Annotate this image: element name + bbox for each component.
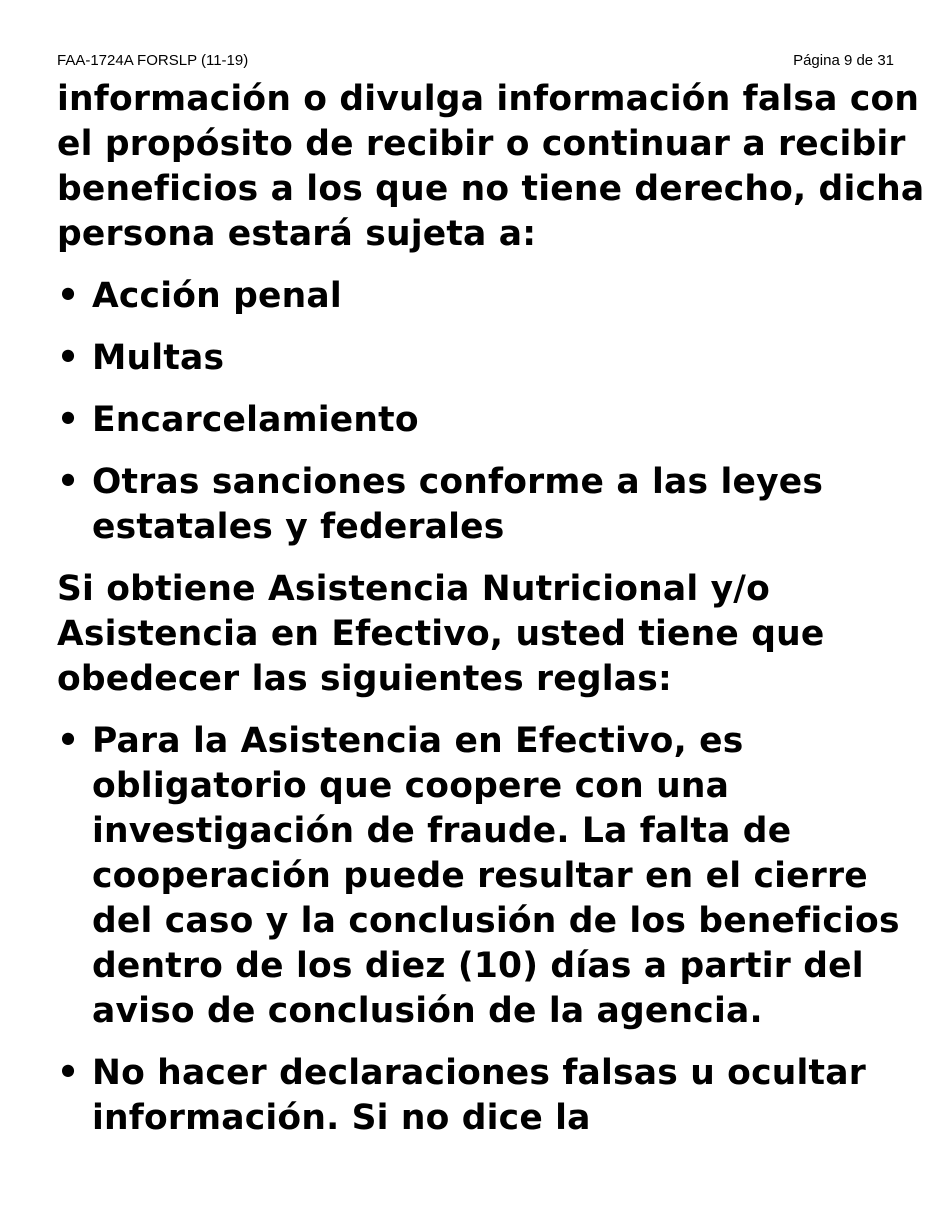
- bullet-icon: •: [57, 276, 80, 316]
- penalties-list: [57, 274, 927, 550]
- form-id: FAA-1724A FORSLP (11-19): [57, 52, 249, 69]
- list-item: • No hacer declaraciones falsas u ocultar información. Si no dice la: [57, 1053, 866, 1138]
- bullet-icon: •: [57, 721, 80, 761]
- rules-list: [57, 719, 927, 1141]
- list-item: • Para la Asistencia en Efectivo, es obligatorio que coopere con una investigación de fraude. La falta de cooperación puede resultar en el cierre del caso y la conclusión de los beneficios dentro de los diez (10) días a partir del aviso de conclusión de la agencia.: [57, 721, 900, 1031]
- bullet-icon: •: [57, 462, 80, 502]
- list-item: • Encarcelamiento: [57, 398, 927, 443]
- list-item: • Multas: [57, 336, 927, 381]
- list-item: • Otras sanciones conforme a las leyes estatales y federales: [57, 462, 824, 547]
- bullet-icon: •: [57, 338, 80, 378]
- rules-intro: Si obtiene Asistencia Nutricional y/o Asistencia en Efectivo, usted tiene que obedecer las siguientes reglas:: [57, 569, 825, 699]
- bullet-icon: •: [57, 1053, 80, 1093]
- list-item: • Acción penal: [57, 274, 927, 319]
- intro-paragraph: información o divulga información falsa con el propósito de recibir o continuar a recibir beneficios a los que no tiene derecho, dicha persona estará sujeta a:: [57, 79, 925, 254]
- bullet-icon: •: [57, 400, 80, 440]
- page-number: Página 9 de 31: [793, 52, 894, 69]
- document-body: [57, 77, 927, 1158]
